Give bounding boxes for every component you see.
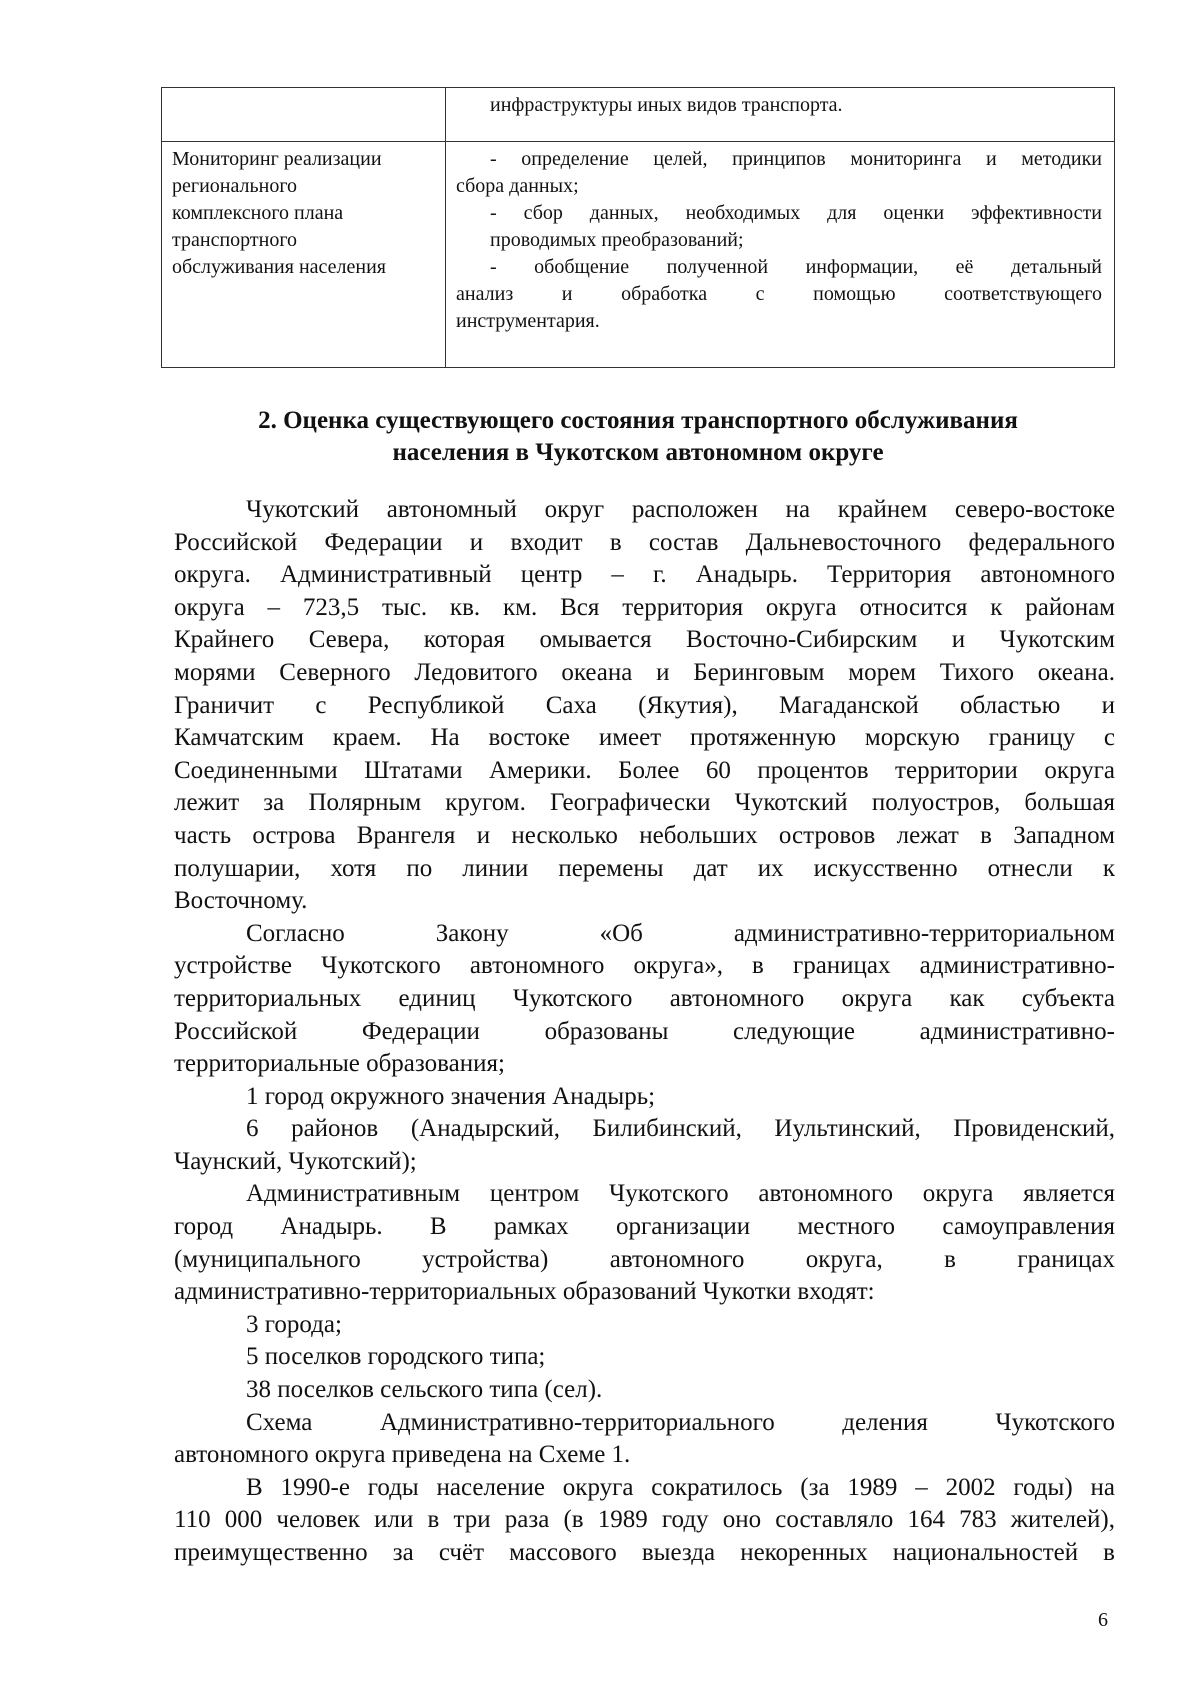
table-cell-content [446,142,1115,368]
measures-table [161,87,1115,368]
table-row [162,142,1115,368]
table-cell-measure [162,88,446,142]
text-line: Крайнего Севера, которая омывается Восточно-Сибирским и Чукотским [174,626,1115,654]
text-line: территориальные образования; [174,1050,505,1078]
section-heading-line: населения в Чукотском автономном округе [392,439,884,466]
text-line: Граничит с Республикой Саха (Якутия), Магаданской областью и [174,691,1115,719]
text-line: Российской Федерации и входит в состав Дальневосточного федерального [174,528,1115,556]
text-line: город Анадырь. В рамках организации местного самоуправления [174,1213,1115,1241]
table-cell-text: регионального [172,175,298,197]
table-cell-measure [162,142,446,368]
table-cell-text: инструментария. [456,310,600,332]
table-cell-text: обслуживания населения [172,256,386,278]
text-line: административно-территориальных образований Чукотки входят: [174,1278,875,1306]
table-cell-text: - обобщение полученной информации, её детальный [490,256,1102,278]
table-cell-text: - сбор данных, необходимых для оценки эффективности [490,202,1102,224]
text-line: 5 поселков городского типа; [246,1343,546,1371]
text-line: Чукотский автономный округ расположен на крайнем северо-востоке [246,496,1115,523]
table-cell-text: Мониторинг реализации [172,148,382,170]
text-line: 38 поселков сельского типа (сел). [246,1376,603,1404]
text-line: Восточному. [174,887,308,915]
text-line: округа. Административный центр – г. Анадырь. Территория автономного [174,561,1115,589]
text-line: территориальных единиц Чукотского автономного округа как субъекта [174,984,1115,1012]
text-line: Административным центром Чукотского автономного округа является [246,1180,1115,1208]
table-cell-text: комплексного плана [172,202,344,224]
text-line: Российской Федерации образованы следующие административно- [174,1017,1115,1045]
text-line: Согласно Закону «Об административно-территориальном [246,919,1115,947]
section-heading [161,405,1115,469]
table-cell-text: сбора данных; [456,175,579,197]
text-line: лежит за Полярным кругом. Географически Чукотский полуостров, большая [174,789,1115,817]
text-line: Чаунский, Чукотский); [174,1147,417,1175]
text-line: морями Северного Ледовитого океана и Беринговым морем Тихого океана. [174,658,1115,686]
section-heading-line: 2. Оценка существующего состояния транспортного обслуживания [258,407,1018,434]
text-line: 6 районов (Анадырский, Билибинский, Иультинский, Провиденский, [246,1115,1115,1143]
table-cell-content [446,88,1115,142]
text-line: (муниципального устройства) автономного округа, в границах [174,1245,1115,1273]
page-number: 6 [1098,1609,1108,1631]
text-line: округа – 723,5 тыс. кв. км. Вся территория округа относится к районам [174,593,1115,621]
table-row [162,88,1115,142]
text-line: Схема Административно-территориального деления Чукотского [246,1408,1115,1436]
text-line: Соединенными Штатами Америки. Более 60 процентов территории округа [174,756,1115,784]
text-line: преимущественно за счёт массового выезда некоренных национальностей в [174,1539,1115,1566]
text-line: часть острова Врангеля и несколько небольших островов лежат в Западном [174,821,1115,849]
text-line: автономного округа приведена на Схеме 1. [174,1441,631,1469]
text-line: устройстве Чукотского автономного округа», в границах административно- [174,952,1115,980]
table-cell-text: - определение целей, принципов мониторинга и методики [490,148,1102,170]
text-line: Камчатским краем. На востоке имеет протяженную морскую границу с [174,724,1115,752]
text-line: В 1990-е годы население округа сократилось (за 1989 – 2002 годы) на [246,1473,1115,1501]
table-cell-text: анализ и обработка с помощью соответствующего [456,283,1102,305]
text-line: 1 город окружного значения Анадырь; [246,1082,656,1110]
table-cell-text: проводимых преобразований; [490,229,744,251]
text-line: 110 000 человек или в три раза (в 1989 году оно составляло 164 783 жителей), [174,1506,1115,1534]
text-line: 3 города; [246,1310,342,1338]
table-cell-text: инфраструктуры иных видов транспорта. [490,94,843,116]
body-text [174,494,1115,1570]
table-cell-text: транспортного [172,229,298,251]
text-line: полушарии, хотя по линии перемены дат их искусственно отнесли к [174,854,1115,882]
